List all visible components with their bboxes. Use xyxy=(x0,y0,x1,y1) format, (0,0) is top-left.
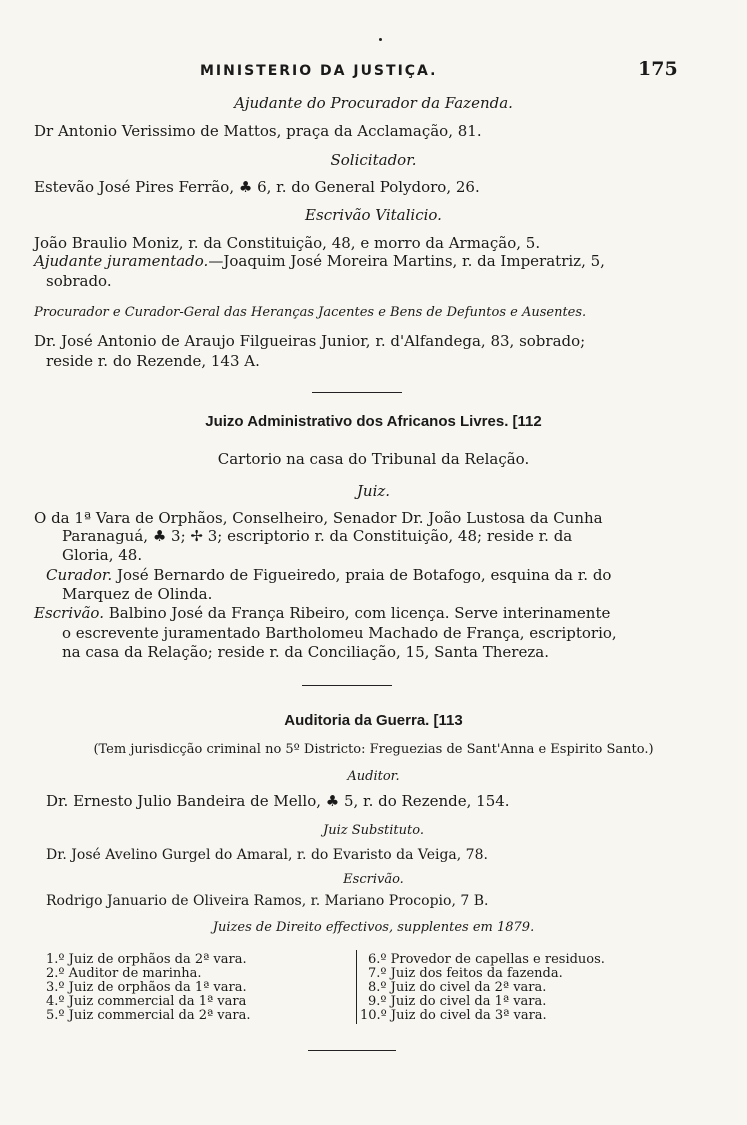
subtitle-procurador: Procurador e Curador-Geral das Heranças Jacentes e Bens de Defuntos e Ausentes. xyxy=(34,305,587,320)
jurisdiction-line: (Tem jurisdicção criminal no 5º Districto: Freguezias de Sant'Anna e Espirito Santo.) xyxy=(93,742,654,757)
entry-curador-2: Marquez de Olinda. xyxy=(62,585,213,603)
section-title-africanos: Juizo Administrativo dos Africanos Livres. [112 xyxy=(205,413,542,430)
list-item-right-3: 8.º Juiz do civel da 2ª vara. xyxy=(368,980,547,995)
entry-escrivao-2: o escrevente juramentado Bartholomeu Machado de França, escriptorio, xyxy=(62,624,617,642)
divider xyxy=(308,1050,396,1051)
entry-juiz-1: O da 1ª Vara de Orphãos, Conselheiro, Senador Dr. João Lustosa da Cunha xyxy=(34,509,603,527)
list-item-left-3: 3.º Juiz de orphãos da 1ª vara. xyxy=(46,980,247,995)
list-item-right-2: 7.º Juiz dos feitos da fazenda. xyxy=(368,966,563,981)
list-item-left-4: 4.º Juiz commercial da 1ª vara xyxy=(46,994,247,1009)
list-item-left-5: 5.º Juiz commercial da 2ª vara. xyxy=(46,1008,251,1023)
list-item-left-2: 2.º Auditor de marinha. xyxy=(46,966,202,981)
label-escrivao: Escrivão. xyxy=(34,604,104,622)
entry-ernesto-julio: Dr. Ernesto Julio Bandeira de Mello, ♣ 5, r. do Rezende, 154. xyxy=(46,792,510,810)
subtitle-juizes-direito: Juizes de Direito effectivos, supplentes em 1879. xyxy=(212,920,535,935)
entry-escrivao-3: na casa da Relação; reside r. da Conciliação, 15, Santa Thereza. xyxy=(62,643,549,661)
entry-escrivao xyxy=(34,604,610,622)
subtitle-escrivao: Escrivão. xyxy=(343,872,404,887)
list-item-left-1: 1.º Juiz de orphãos da 2ª vara. xyxy=(46,952,247,967)
entry-jose-avelino: Dr. José Avelino Gurgel do Amaral, r. do Evaristo da Veiga, 78. xyxy=(46,847,488,863)
entry-ajudante-juramentado xyxy=(34,252,605,270)
divider xyxy=(312,392,402,393)
subtitle-solicitador: Solicitador. xyxy=(330,151,417,169)
text-escrivao: Balbino José da França Ribeiro, com licença. Serve interinamente xyxy=(108,604,611,622)
entry-juiz-3: Gloria, 48. xyxy=(62,546,143,564)
subtitle-juiz: Juiz. xyxy=(356,482,391,500)
divider xyxy=(302,685,392,686)
page-number: 175 xyxy=(638,58,678,80)
entry-juiz-2: Paranaguá, ♣ 3; ✢ 3; escriptorio r. da Constituição, 48; reside r. da xyxy=(62,527,573,545)
entry-sobrado: sobrado. xyxy=(46,272,112,290)
list-item-right-4: 9.º Juiz do civel da 1ª vara. xyxy=(368,994,547,1009)
subtitle-escrivao-vitalicio: Escrivão Vitalicio. xyxy=(305,206,442,224)
section-title-ajudante: Ajudante do Procurador da Fazenda. xyxy=(234,94,513,112)
list-item-right-1: 6.º Provedor de capellas e residuos. xyxy=(368,952,605,967)
subtitle-auditor: Auditor. xyxy=(347,769,400,784)
column-divider xyxy=(356,950,357,1024)
section-title-auditoria: Auditoria da Guerra. [113 xyxy=(284,712,463,729)
subtitle-juiz-substituto: Juiz Substituto. xyxy=(323,823,424,838)
ministry-header: MINISTERIO DA JUSTIÇA. xyxy=(200,63,438,79)
text-curador: José Bernardo de Figueiredo, praia de Botafogo, esquina da r. do xyxy=(116,566,612,584)
cartorio-line: Cartorio na casa do Tribunal da Relação. xyxy=(217,450,530,468)
list-item-right-5: 10.º Juiz do civel da 3ª vara. xyxy=(360,1008,547,1023)
entry-joao-braulio: João Braulio Moniz, r. da Constituição, 48, e morro da Armação, 5. xyxy=(34,234,541,252)
entry-jose-antonio: Dr. José Antonio de Araujo Filgueiras Junior, r. d'Alfandega, 83, sobrado; xyxy=(34,332,586,350)
entry-rodrigo-januario: Rodrigo Januario de Oliveira Ramos, r. Mariano Procopio, 7 B. xyxy=(46,893,489,909)
entry-reside-rezende: reside r. do Rezende, 143 A. xyxy=(46,352,260,370)
label-curador: Curador. xyxy=(46,566,113,584)
text-joaquim-jose: —Joaquim José Moreira Martins, r. da Imperatriz, 5, xyxy=(208,252,605,270)
entry-antonio-verissimo: Dr Antonio Verissimo de Mattos, praça da Acclamação, 81. xyxy=(34,122,482,140)
ink-speck xyxy=(379,38,382,41)
label-ajudante-juramentado: Ajudante juramentado. xyxy=(34,252,209,270)
entry-estevao: Estevão José Pires Ferrão, ♣ 6, r. do General Polydoro, 26. xyxy=(34,178,480,196)
entry-curador xyxy=(46,566,611,584)
